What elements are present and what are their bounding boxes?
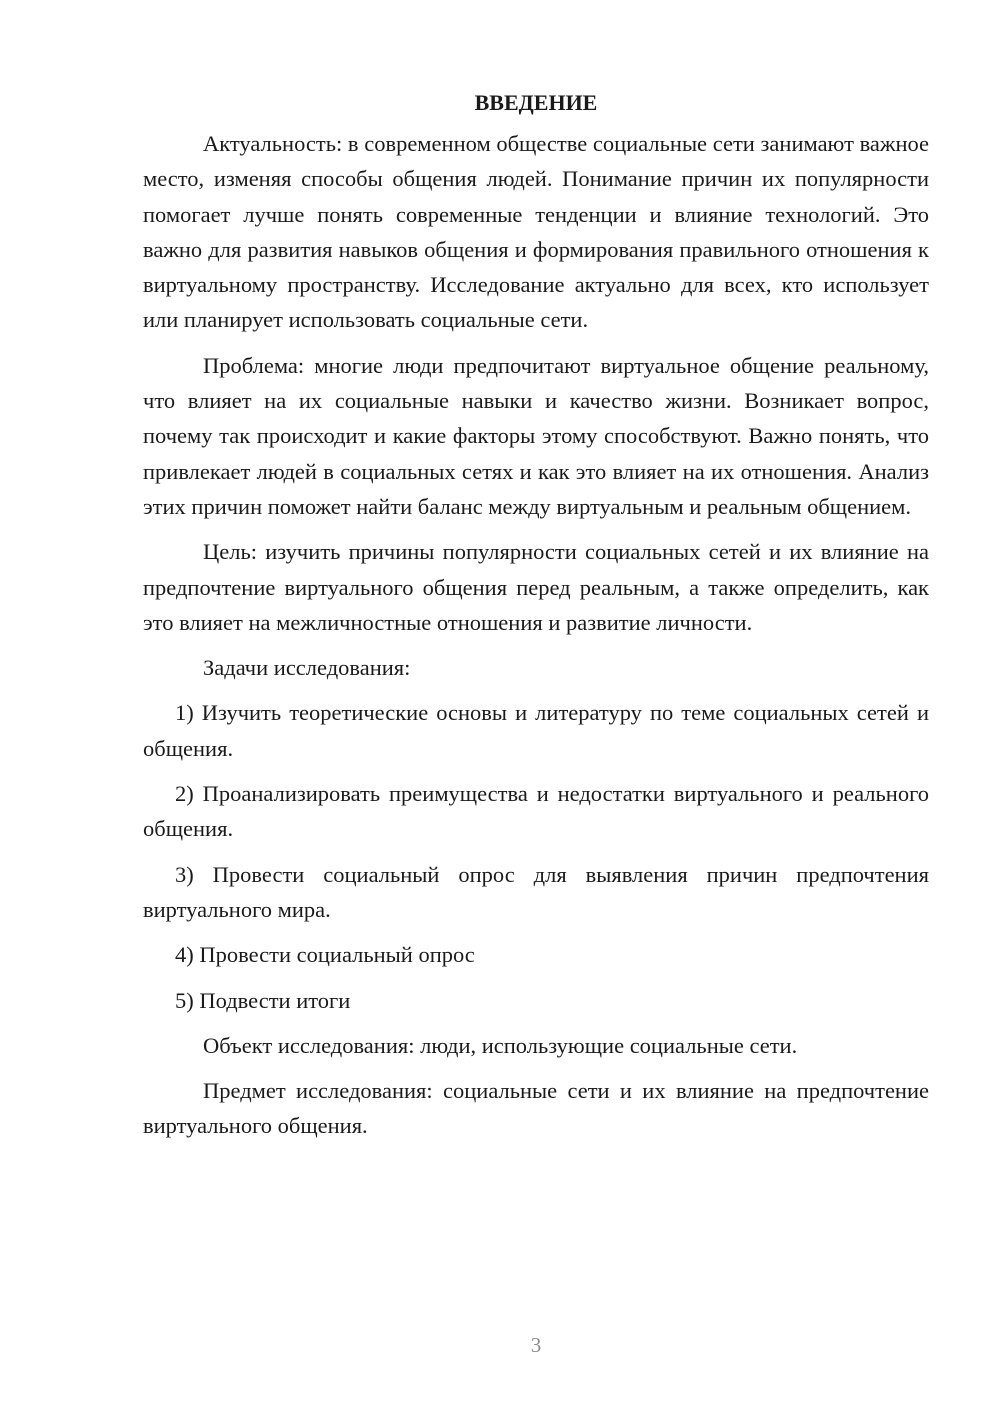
paragraph-relevance: Актуальность: в современном обществе социальные сети занимают важное место, изменяя способы общения людей. Понимание причин их популярности помогает лучше понять современные тенденции и влияние технологий. Это важно для развития навыков общения и формирования правильного отношения к виртуальному пространству. Исследование актуально для всех, кто использует или планирует использовать социальные сети. (143, 131, 929, 333)
task-item: 2) Проанализировать преимущества и недостатки виртуального и реального общения. (143, 781, 929, 842)
section-title: ВВЕДЕНИЕ (474, 90, 598, 115)
task-item: 4) Провести социальный опрос (175, 942, 475, 968)
research-subject: Предмет исследования: социальные сети и их влияние на предпочтение виртуального общения. (143, 1078, 929, 1139)
research-object: Объект исследования: люди, использующие социальные сети. (203, 1032, 798, 1058)
paragraph-problem: Проблема: многие люди предпочитают виртуальное общение реальному, что влияет на их социальные навыки и качество жизни. Возникает вопрос, почему так происходит и какие факторы этому способствуют. Важно понять, что привлекает людей в социальных сетях и как это влияет на их отношения. Анализ этих причин поможет найти баланс между виртуальным и реальным общением. (143, 352, 929, 519)
paragraph-goal: Цель: изучить причины популярности социальных сетей и их влияние на предпочтение виртуального общения перед реальным, а также определить, как это влияет на межличностные отношения и развитие личности. (143, 539, 929, 635)
task-item: 1) Изучить теоретические основы и литературу по теме социальных сетей и общения. (143, 700, 929, 761)
page-number: 3 (530, 1333, 542, 1357)
task-item: 3) Провести социальный опрос для выявления причин предпочтения виртуального мира. (143, 861, 929, 922)
tasks-heading: Задачи исследования: (203, 655, 411, 681)
document-page (143, 88, 929, 1154)
task-item: 5) Подвести итоги (175, 987, 351, 1013)
